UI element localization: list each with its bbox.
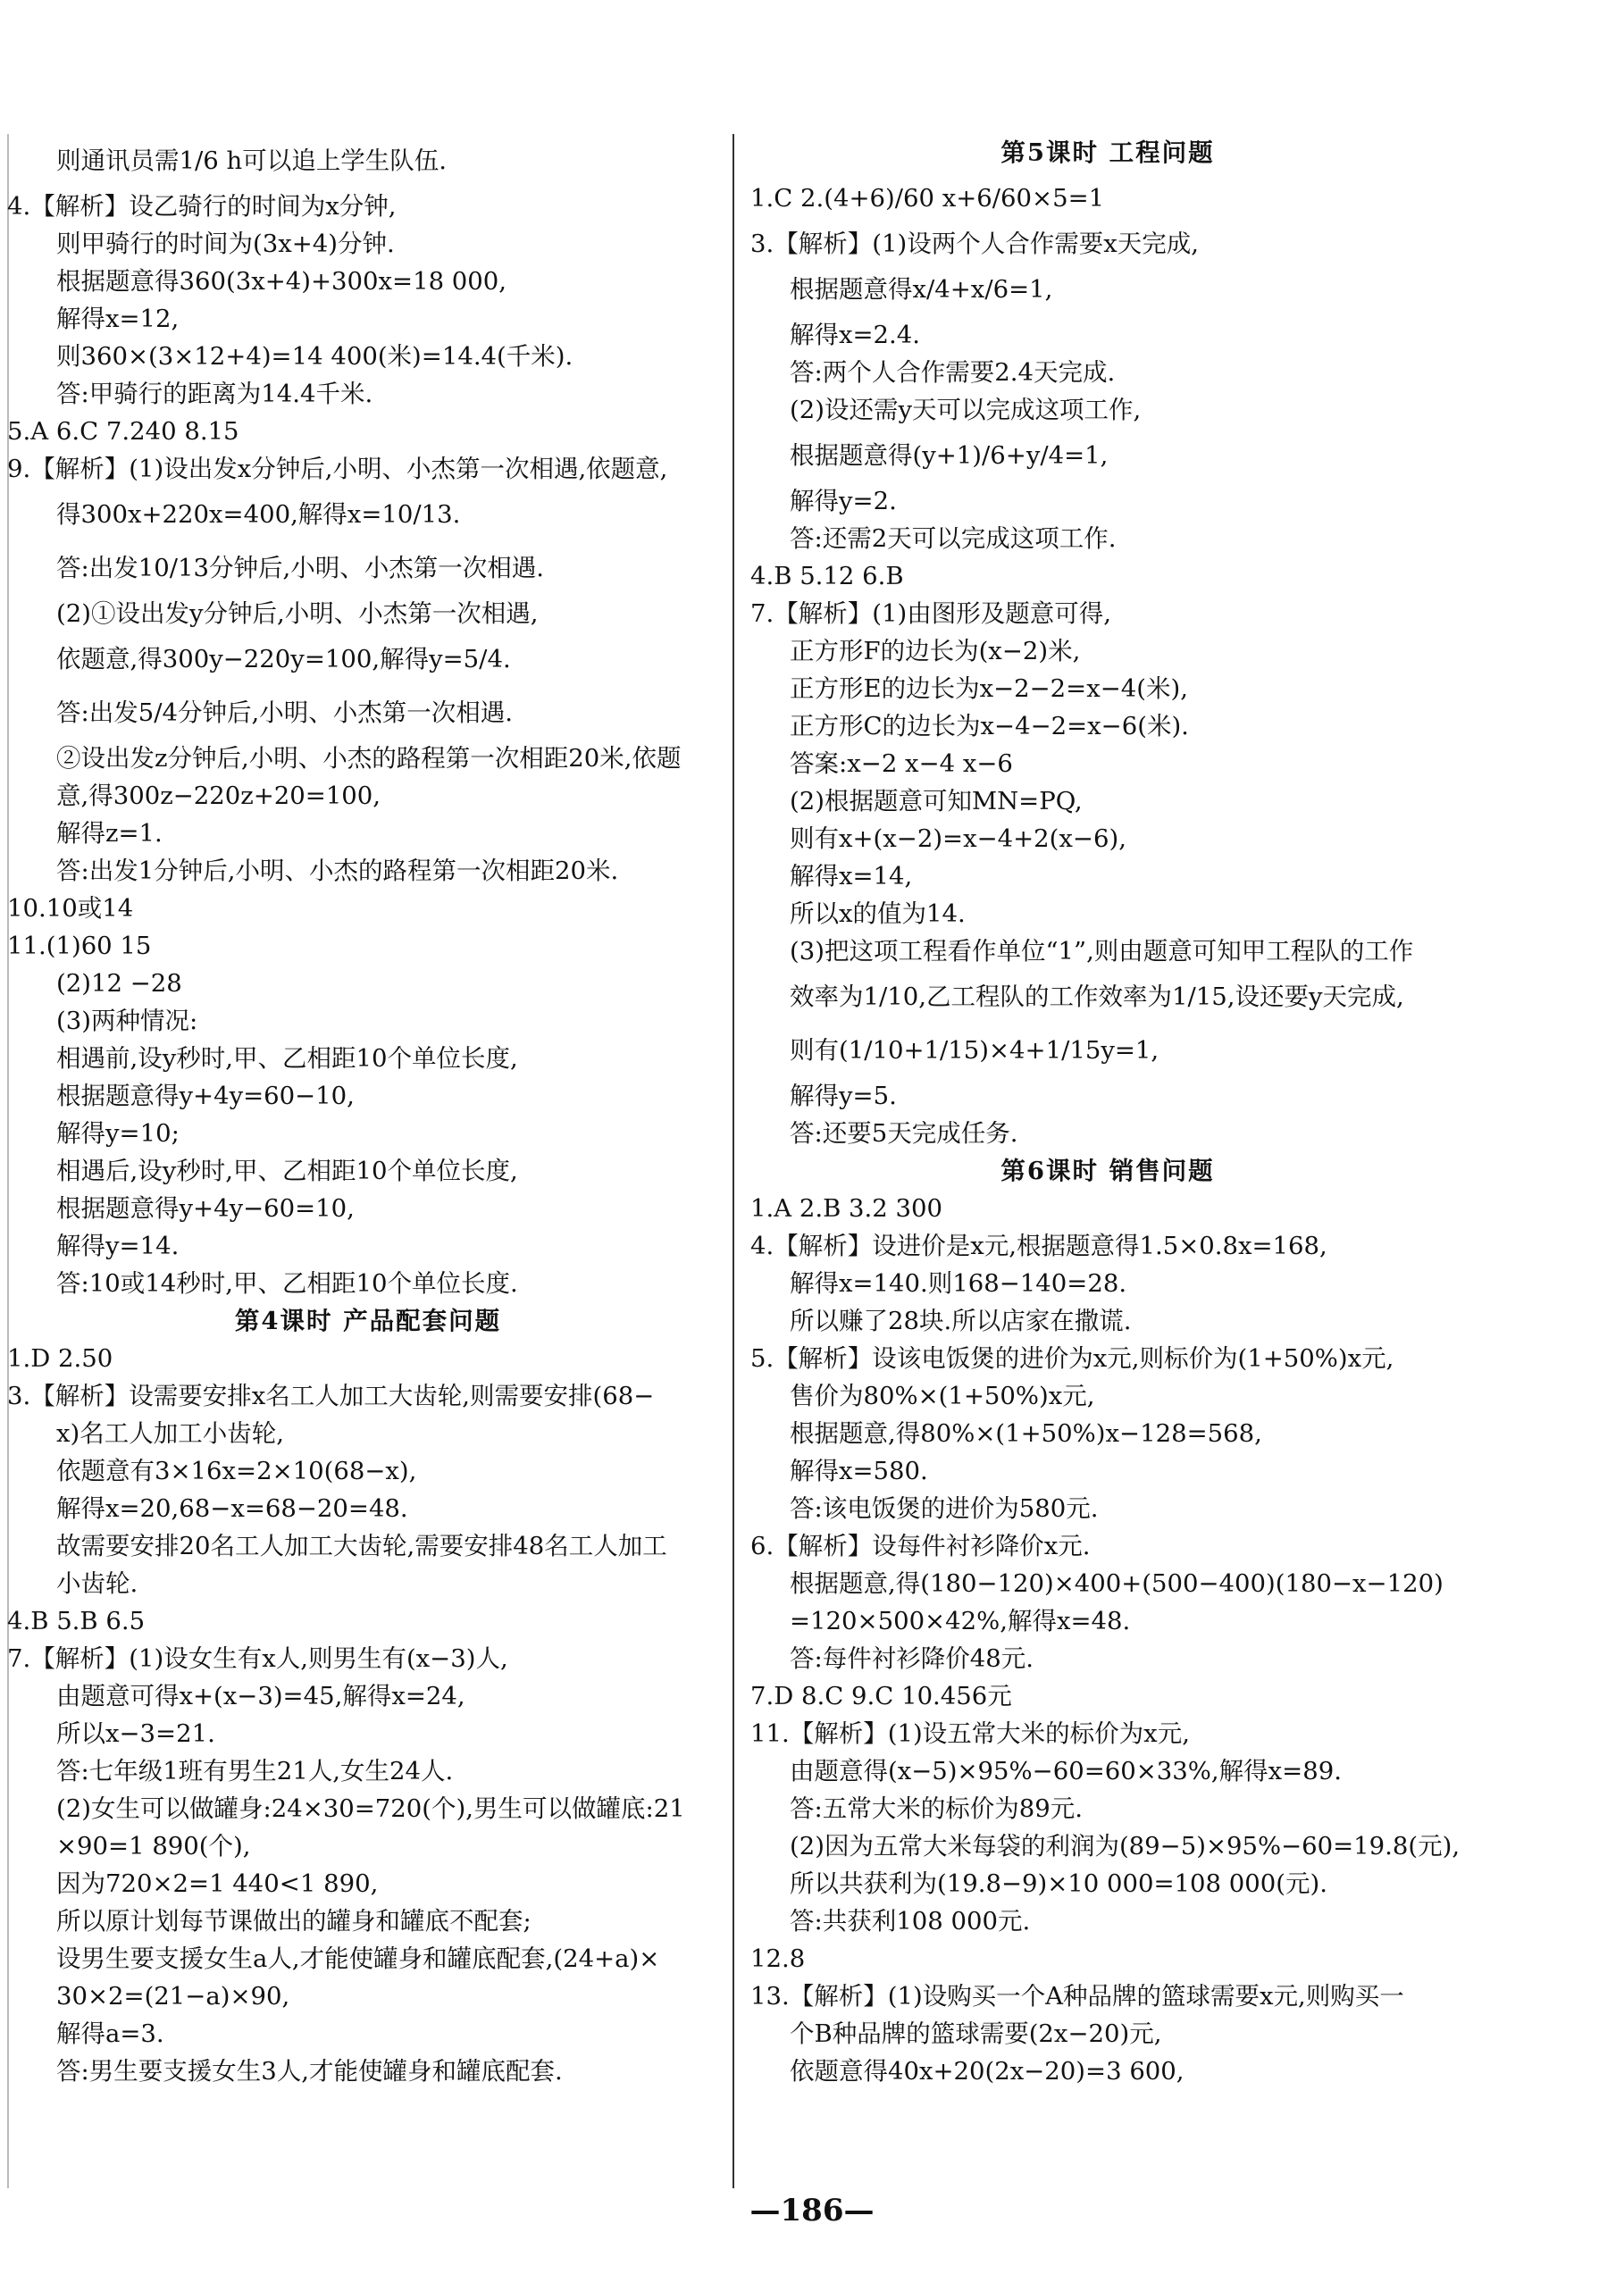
answer-line: 解得a=3. [56,2019,164,2048]
answer-line: 5.【解析】设该电饭煲的进价为x元,则标价为(1+50%)x元, [750,1344,1394,1373]
answer-line: 则360×(3×12+4)=14 400(米)=14.4(千米). [56,342,573,371]
answer-line: 11.【解析】(1)设五常大米的标价为x元, [750,1719,1190,1748]
answer-line: 3.【解析】设需要安排x名工人加工大齿轮,则需要安排(68− [7,1382,655,1410]
answer-line: 答:两个人合作需要2.4天完成. [790,358,1116,387]
answer-line: 解得y=5. [790,1082,897,1110]
answer-line: 解得x=2.4. [790,321,921,349]
answer-line: 所以赚了28块.所以店家在撒谎. [790,1307,1132,1335]
answer-line: 30×2=(21−a)×90, [56,1982,290,2011]
answer-line: 由题意可得x+(x−3)=45,解得x=24, [56,1682,465,1710]
answer-line: 小齿轮. [56,1569,138,1598]
answer-line: 设男生要支援女生a人,才能使罐身和罐底配套,(24+a)× [56,1944,660,1973]
answer-line: 根据题意得y+4y−60=10, [56,1194,355,1223]
answer-line: 个B种品牌的篮球需要(2x−20)元, [790,2019,1162,2048]
answer-line: 由题意得(x−5)×95%−60=60×33%,解得x=89. [790,1757,1342,1785]
answer-line: 7.【解析】(1)设女生有x人,则男生有(x−3)人, [7,1644,508,1673]
answer-line: 答:出发5/4分钟后,小明、小杰第一次相遇. [56,698,514,727]
answer-line: 售价为80%×(1+50%)x元, [790,1382,1095,1410]
answer-line: 正方形F的边长为(x−2)米, [790,637,1081,665]
answer-line: 依题意有3×16x=2×10(68−x), [56,1457,417,1485]
answer-line: 5.A 6.C 7.240 8.15 [7,417,239,446]
answer-line: 1.A 2.B 3.2 300 [750,1194,942,1223]
answer-line: 则有x+(x−2)=x−4+2(x−6), [790,824,1126,853]
answer-line: 4.B 5.B 6.5 [7,1607,146,1635]
answer-line: 解得y=14. [56,1232,180,1260]
section-heading: 第6课时 销售问题 [1000,1157,1215,1185]
answer-line: 根据题意,得80%×(1+50%)x−128=568, [790,1419,1262,1448]
answer-line: 相遇后,设y秒时,甲、乙相距10个单位长度, [56,1157,518,1185]
answer-line: x)名工人加工小齿轮, [56,1419,284,1448]
answer-line: 1.D 2.50 [7,1344,113,1373]
left-column [7,134,729,2090]
answer-line: 则通讯员需1/6 h可以追上学生队伍. [56,146,447,175]
answer-line: =120×500×42%,解得x=48. [790,1607,1131,1635]
answer-line: ②设出发z分钟后,小明、小杰的路程第一次相距20米,依题 [56,744,682,773]
answer-line: 7.D 8.C 9.C 10.456元 [750,1682,1012,1710]
answer-line: 根据题意得x/4+x/6=1, [790,275,1053,304]
answer-line: (2)12 −28 [56,969,182,998]
answer-line: 4.B 5.12 6.B [750,562,904,590]
answer-line: 根据题意,得(180−120)×400+(500−400)(180−x−120) [790,1569,1444,1598]
answer-line: 答:还要5天完成任务. [790,1119,1018,1148]
answer-line: 12.8 [750,1944,806,1973]
answer-line: 答:还需2天可以完成这项工作. [790,524,1117,553]
answer-line: 答:该电饭煲的进价为580元. [790,1494,1099,1523]
answer-line: 根据题意得360(3x+4)+300x=18 000, [56,267,507,296]
answer-line: 解得x=12, [56,305,180,333]
answer-line: 9.【解析】(1)设出发x分钟后,小明、小杰第一次相遇,依题意, [7,455,668,483]
answer-line: 依题意,得300y−220y=100,解得y=5/4. [56,645,511,673]
answer-line: 正方形C的边长为x−4−2=x−6(米). [790,712,1189,740]
answer-line: 解得x=580. [790,1457,928,1485]
answer-line: 意,得300z−220z+20=100, [56,782,381,810]
answer-line: 则甲骑行的时间为(3x+4)分钟. [56,230,395,258]
answer-line: 正方形E的边长为x−2−2=x−4(米), [790,674,1188,703]
answer-line: (3)把这项工程看作单位“1”,则由题意可知甲工程队的工作 [790,937,1414,966]
answer-line: 答:10或14秒时,甲、乙相距10个单位长度. [56,1269,518,1298]
answer-line: 效率为1/10,乙工程队的工作效率为1/15,设还要y天完成, [790,982,1404,1011]
answer-line: ×90=1 890(个), [56,1832,251,1860]
section-heading: 第5课时 工程问题 [1000,138,1215,167]
answer-line: 答:甲骑行的距离为14.4千米. [56,380,373,408]
answer-line: 11.(1)60 15 [7,932,152,960]
answer-line: 解得x=140.则168−140=28. [790,1269,1127,1298]
answer-line: 答:共获利108 000元. [790,1907,1031,1936]
answer-line: 所以原计划每节课做出的罐身和罐底不配套; [56,1907,532,1936]
answer-line: 1.C 2.(4+6)/60 x+6/60×5=1 [750,184,1105,213]
answer-line: 6.【解析】设每件衬衫降价x元. [750,1532,1091,1560]
answer-line: 则有(1/10+1/15)×4+1/15y=1, [790,1036,1159,1065]
answer-line: 13.【解析】(1)设购买一个A种品牌的篮球需要x元,则购买一 [750,1982,1404,2011]
answer-line: 4.【解析】设乙骑行的时间为x分钟, [7,192,397,221]
answer-line: 答:每件衬衫降价48元. [790,1644,1034,1673]
answer-line: 答:出发10/13分钟后,小明、小杰第一次相遇. [56,554,544,582]
answer-line: 10.10或14 [7,894,134,923]
answer-line: 相遇前,设y秒时,甲、乙相距10个单位长度, [56,1044,518,1073]
answer-line: (3)两种情况: [56,1007,198,1035]
answer-line: 答:七年级1班有男生21人,女生24人. [56,1757,454,1785]
answer-line: 解得x=20,68−x=68−20=48. [56,1494,408,1523]
answer-line: 解得y=2. [790,487,897,515]
answer-line: 3.【解析】(1)设两个人合作需要x天完成, [750,230,1199,258]
answer-line: 所以共获利为(19.8−9)×10 000=108 000(元). [790,1869,1327,1898]
answer-line: 答:五常大米的标价为89元. [790,1794,1083,1823]
column-divider [732,134,734,2188]
page-number: —186— [749,2193,875,2228]
section-heading: 第4课时 产品配套问题 [234,1307,502,1335]
answer-line: (2)女生可以做罐身:24×30=720(个),男生可以做罐底:21 [56,1794,685,1823]
answer-line: (2)①设出发y分钟后,小明、小杰第一次相遇, [56,599,539,628]
answer-line: 答:男生要支援女生3人,才能使罐身和罐底配套. [56,2057,563,2086]
answer-line: 解得y=10; [56,1119,180,1148]
right-column [750,134,1465,2090]
answer-line: 故需要安排20名工人加工大齿轮,需要安排48名工人加工 [56,1532,667,1560]
answer-line: 答:出发1分钟后,小明、小杰的路程第一次相距20米. [56,857,619,885]
answer-line: 7.【解析】(1)由图形及题意可得, [750,599,1111,628]
answer-line: 所以x的值为14. [790,899,966,928]
answer-line: (2)根据题意可知MN=PQ, [790,787,1083,815]
answer-line: 答案:x−2 x−4 x−6 [790,749,1013,778]
answer-line: 4.【解析】设进价是x元,根据题意得1.5×0.8x=168, [750,1232,1327,1260]
answer-line: 根据题意得y+4y=60−10, [56,1082,355,1110]
answer-line: (2)因为五常大米每袋的利润为(89−5)×95%−60=19.8(元), [790,1832,1461,1860]
answer-line: 根据题意得(y+1)/6+y/4=1, [790,441,1109,470]
answer-line: 解得x=14, [790,862,913,890]
answer-line: 解得z=1. [56,819,163,848]
answer-line: 依题意得40x+20(2x−20)=3 600, [790,2057,1185,2086]
answer-line: 所以x−3=21. [56,1719,215,1748]
answer-line: 因为720×2=1 440<1 890, [56,1869,379,1898]
answer-line: 得300x+220x=400,解得x=10/13. [56,500,461,529]
answer-line: (2)设还需y天可以完成这项工作, [790,396,1142,424]
